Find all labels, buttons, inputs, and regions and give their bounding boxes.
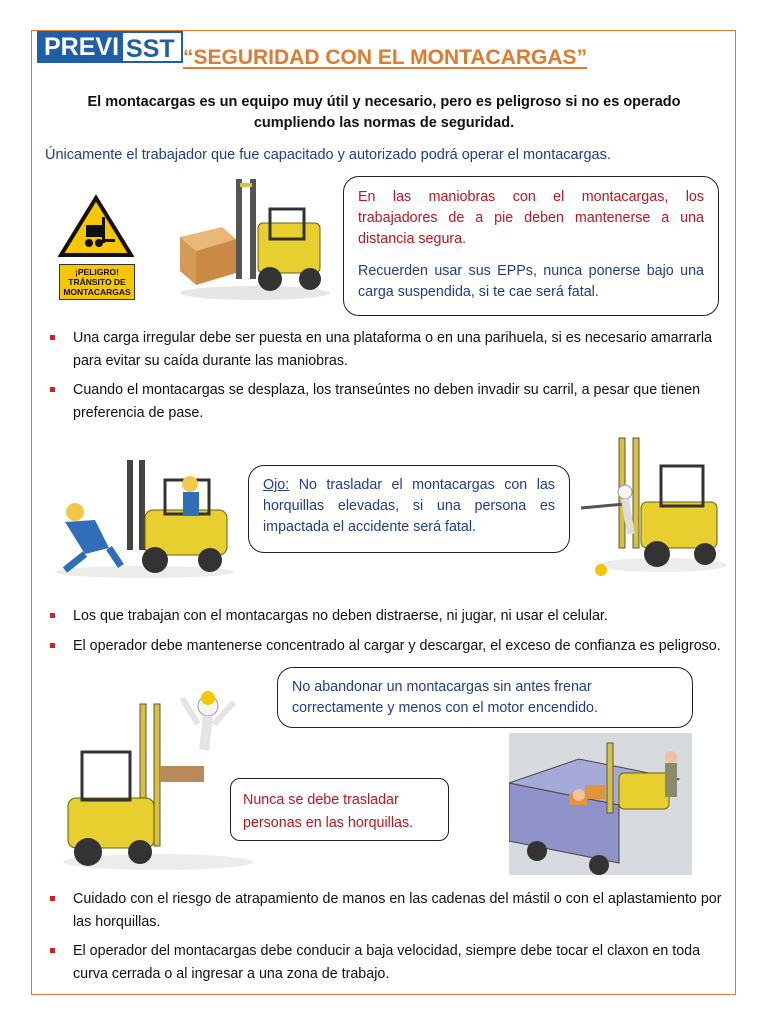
bullet-list-1 bbox=[46, 327, 726, 431]
intro-text: El montacargas es un equipo muy útil y necesario, pero es peligroso si no es operado cumpliendo las normas de seguridad. bbox=[87, 94, 681, 131]
safe-distance-text: En las maniobras con el montacargas, los trabajadores de a pie deben mantenerse a una distancia segura. bbox=[358, 189, 704, 247]
sign-line2: TRÁNSITO DE bbox=[68, 277, 126, 287]
bullet-list-3 bbox=[46, 888, 726, 992]
list-item: Cuidado con el riesgo de atrapamiento de manos en las cadenas del mástil o con el aplastamiento por las horquillas. bbox=[46, 888, 726, 933]
forklift-impact-illustration bbox=[45, 450, 235, 580]
forklift-box-illustration bbox=[170, 175, 330, 303]
warning-sign-icon bbox=[58, 195, 134, 259]
warning-sign-label bbox=[59, 264, 135, 300]
forklift-raised-forks-illustration bbox=[577, 430, 727, 580]
list-item: El operador debe mantenerse concentrado al cargar y descargar, el exceso de confianza es peligroso. bbox=[46, 635, 726, 658]
page-title: “SEGURIDAD CON EL MONTACARGAS” bbox=[183, 46, 588, 69]
list-item: Los que trabajan con el montacargas no deben distraerse, ni jugar, ni usar el celular. bbox=[46, 605, 726, 628]
safe-distance-callout bbox=[343, 176, 719, 316]
logo-part1: PREVI bbox=[37, 31, 123, 63]
raised-forks-text: No trasladar el montacargas con las horquillas elevadas, si una persona es impactada el accidente será fatal. bbox=[263, 477, 555, 535]
epp-text: Recuerden usar sus EPPs, nunca ponerse bajo una carga suspendida, si te cae será fatal. bbox=[358, 263, 704, 300]
sign-line3: MONTACARGAS bbox=[63, 287, 131, 297]
bullet-list-2 bbox=[46, 605, 726, 664]
authorized-operator-text: Únicamente el trabajador que fue capacitado y autorizado podrá operar el montacargas. bbox=[45, 147, 611, 163]
logo-part2: SST bbox=[123, 31, 183, 63]
truck-unloading-illustration bbox=[509, 733, 692, 875]
person-on-forks-illustration bbox=[48, 680, 258, 875]
list-item: El operador del montacargas debe conducir a baja velocidad, siempre debe tocar el claxon en toda curva cerrada o al ingresar a una zona de trabajo. bbox=[46, 940, 726, 985]
raised-forks-callout bbox=[248, 465, 570, 553]
list-item: Cuando el montacargas se desplaza, los transeúntes no deben invadir su carril, a pesar que tienen preferencia de pase. bbox=[46, 379, 726, 424]
previsst-logo bbox=[37, 31, 183, 63]
parking-brake-callout: No abandonar un montacargas sin antes frenar correctamente y menos con el motor encendido. bbox=[277, 667, 693, 728]
sign-line1: ¡PELIGRO! bbox=[75, 267, 119, 277]
no-people-on-forks-callout: Nunca se debe trasladar personas en las horquillas. bbox=[230, 778, 449, 841]
list-item: Una carga irregular debe ser puesta en una plataforma o en una parihuela, si es necesario amarrarla para evitar su caída durante las maniobras. bbox=[46, 327, 726, 372]
ojo-label: Ojo: bbox=[263, 477, 290, 493]
